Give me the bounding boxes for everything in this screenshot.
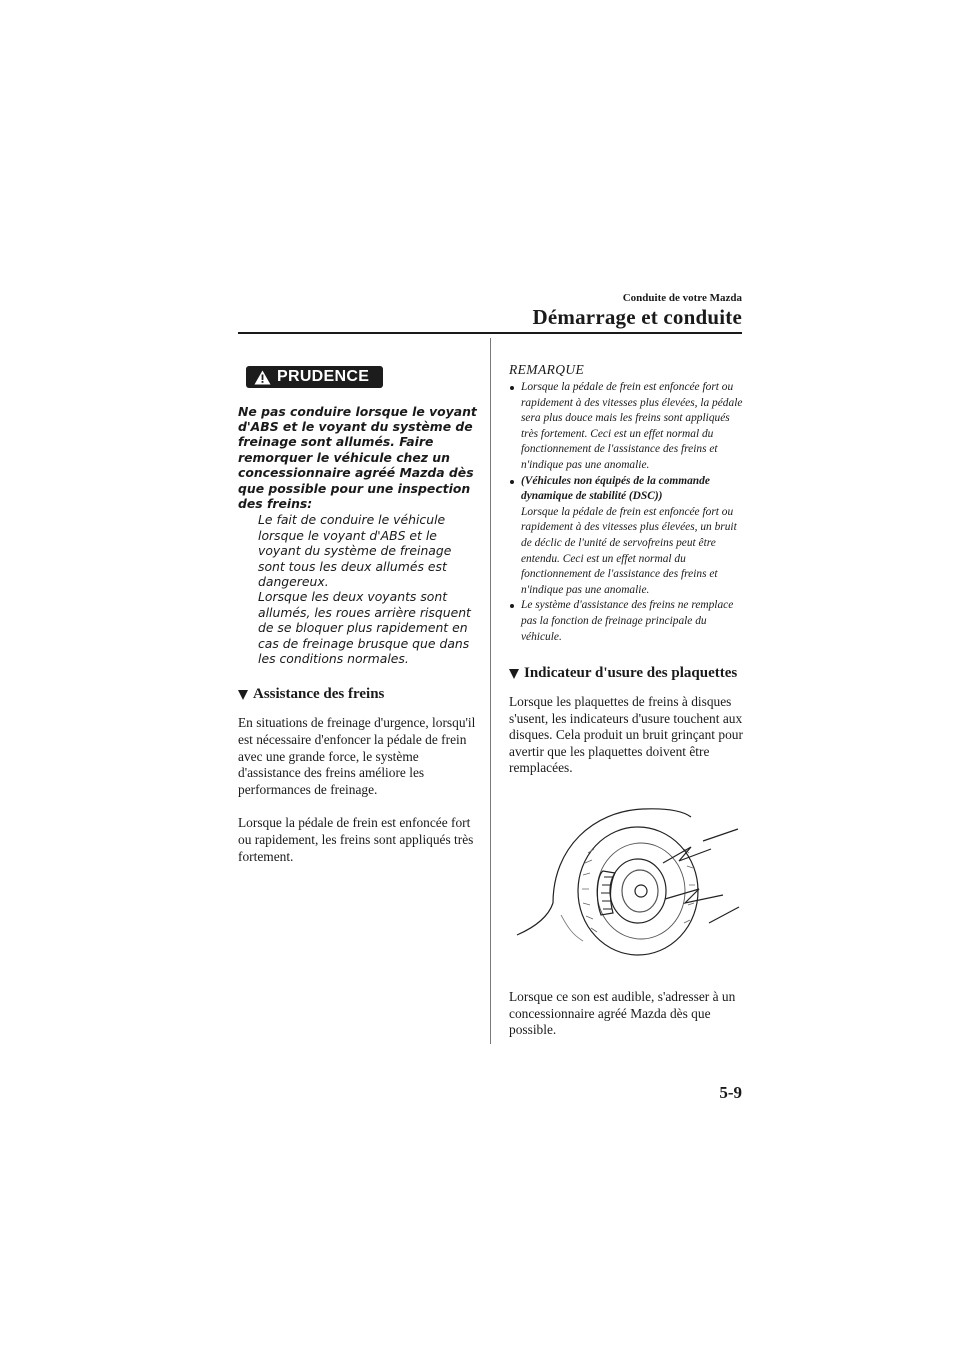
- bullet-icon: [510, 386, 514, 390]
- caution-body: [238, 512, 478, 666]
- section-heading-text: Assistance des freins: [253, 686, 385, 703]
- page-number: 5-9: [719, 1083, 742, 1102]
- running-header-chapter: Conduite de votre Mazda: [622, 292, 742, 304]
- note-item-text: Lorsque la pédale de frein est enfoncée fort ou rapidement à des vitesses plus élevées, un bruit de déclic de l'unité de servofreins peut être entendu. Ceci est un effet normal du fonctionnement de l'assistance des freins et n'indique pas une anomalie.: [521, 505, 737, 596]
- note-item-text: Lorsque la pédale de frein est enfoncée fort ou rapidement à des vitesses plus élevées, la pédale sera plus douce mais les freins sont appliqués très fortement. Ceci est un effet normal du fonctionnement de l'assistance des freins et n'indique pas une anomalie.: [521, 381, 743, 471]
- section-marker-icon: [509, 669, 519, 679]
- note-item: [509, 598, 745, 645]
- running-header-section: Démarrage et conduite: [532, 305, 742, 329]
- note-item-text: Le système d'assistance des freins ne remplace pas la fonction de freinage principale du véhicule.: [521, 599, 734, 643]
- caution-label: PRUDENCE: [277, 368, 370, 385]
- caution-lead-text: Ne pas conduire lorsque le voyant d'ABS et le voyant du système de freinage sont allumés. Faire remorquer le véhicule chez un concessionnaire agréé Mazda dès que possible pour une inspection des freins:: [238, 403, 477, 511]
- note-list: [509, 380, 745, 645]
- caution-body-text: Lorsque les deux voyants sont allumés, les roues arrière risquent de se bloquer plus rapidement en cas de freinage brusque que dans les conditions normales.: [258, 589, 471, 666]
- warning-icon: [254, 370, 271, 385]
- section-heading-brake-assist: [238, 686, 478, 703]
- bullet-icon: [510, 604, 514, 608]
- note-item-title: (Véhicules non équipés de la commande dynamique de stabilité (DSC)): [521, 474, 710, 503]
- caution-body-text: Le fait de conduire le véhicule lorsque le voyant d'ABS et le voyant du système de freinage sont tous les deux allumés est dangereux.: [258, 512, 452, 589]
- section-marker-icon: [238, 690, 248, 700]
- note-heading: REMARQUE: [509, 362, 585, 377]
- note-item: [509, 380, 745, 474]
- column-divider: [490, 338, 491, 1044]
- left-column: [238, 366, 478, 865]
- body-paragraph: Lorsque les plaquettes de freins à disques s'usent, les indicateurs d'usure touchent aux disques. Cela produit un bruit grinçant pour avertir que les plaquettes doivent être remplacées.: [509, 694, 743, 776]
- header-rule: [238, 332, 742, 334]
- section-heading-wear-indicator: [509, 665, 745, 682]
- right-column: [509, 362, 745, 1039]
- note-item: [509, 474, 745, 599]
- brake-pad-wear-illustration: [513, 803, 741, 963]
- body-paragraph: Lorsque ce son est audible, s'adresser à un concessionnaire agréé Mazda dès que possible.: [509, 989, 736, 1038]
- bullet-icon: [510, 480, 514, 484]
- section-heading-text: Indicateur d'usure des plaquettes: [524, 665, 738, 682]
- body-paragraph: Lorsque la pédale de frein est enfoncée fort ou rapidement, les freins sont appliqués très fortement.: [238, 815, 474, 864]
- caution-badge: [246, 366, 383, 388]
- body-paragraph: En situations de freinage d'urgence, lorsqu'il est nécessaire d'enfoncer la pédale de frein avec une grande force, le système d'assistance des freins améliore les performances de freinage.: [238, 715, 476, 797]
